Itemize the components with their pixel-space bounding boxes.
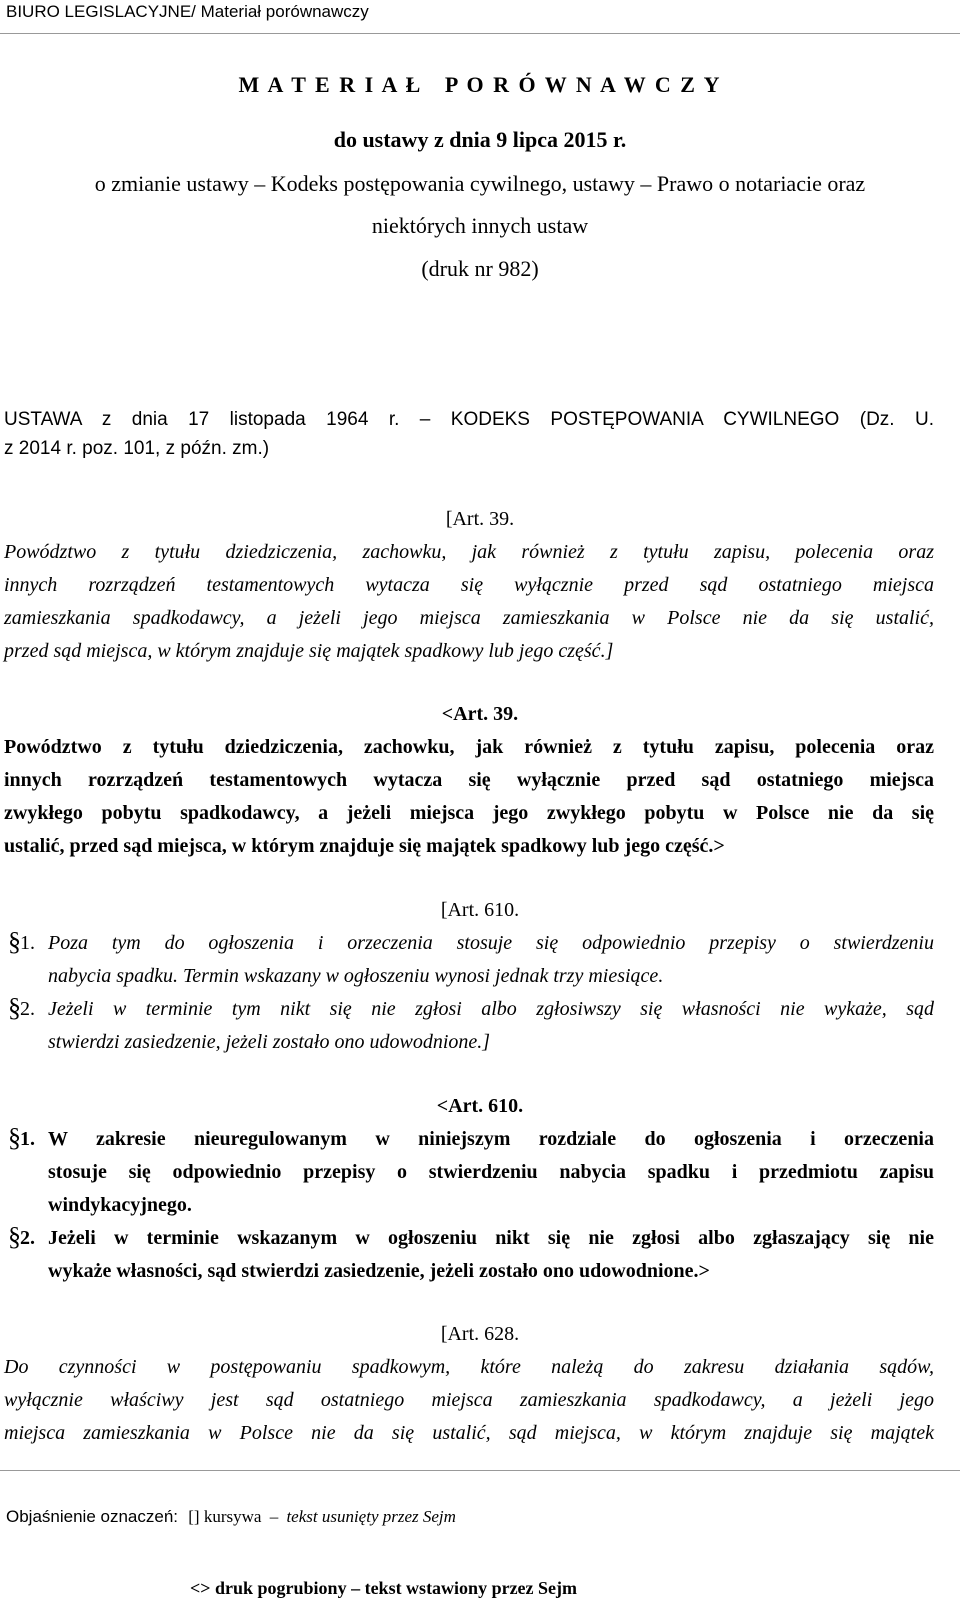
art39-old-line-1: Powództwo z tytułu dziedziczenia, zachowku, jak również z tytułu zapisu, polecenia oraz (4, 541, 934, 563)
legend-brackets: [] kursywa (188, 1507, 262, 1526)
act-reference-line-1: USTAWA z dnia 17 listopada 1964 r. – KODEKS POSTĘPOWANIA CYWILNEGO (Dz. U. (4, 409, 934, 430)
header-divider (0, 33, 960, 34)
art39-old-line-3: zamieszkania spadkodawcy, a jeżeli jego miejsca zamieszkania w Polsce nie da się ustalić, (4, 607, 934, 629)
art39-new-line-3: zwykłego pobytu spadkodawcy, a jeżeli miejsca jego zwykłego pobytu w Polsce nie da się (4, 802, 934, 824)
art610-new-p1-line-1: W zakresie nieuregulowanym w niniejszym rozdziale do ogłoszenia i orzeczenia (48, 1128, 934, 1150)
art39-new-line-4: ustalić, przed sąd miejsca, w którym znajduje się majątek spadkowy lub jego część.> (4, 835, 725, 857)
legend-deleted-text: tekst usunięty przez Sejm (286, 1507, 456, 1526)
art39-new-line-1: Powództwo z tytułu dziedziczenia, zachowku, jak również z tytułu zapisu, polecenia oraz (4, 736, 934, 758)
act-reference-line-2: z 2014 r. poz. 101, z późn. zm.) (4, 438, 270, 459)
art628-old-line-2: wyłącznie właściwy jest sąd ostatniego miejsca zamieszkania spadkodawcy, a jeżeli jego (4, 1389, 934, 1411)
art610-new-p2-line-1: Jeżeli w terminie wskazanym w ogłoszeniu nikt się nie zgłosi albo zgłaszający się nie (48, 1227, 934, 1249)
title-line-4: (druk nr 982) (421, 256, 539, 281)
legend (6, 1506, 456, 1528)
document-title: M A T E R I A Ł P O R Ó W N A W C Z Y (238, 72, 722, 97)
section-sign-icon: § (8, 1123, 21, 1152)
art610-new-p1-number: 1. (20, 1128, 35, 1150)
title-line-1: do ustawy z dnia 9 lipca 2015 r. (333, 127, 627, 152)
section-sign-icon: § (8, 1222, 21, 1251)
art610-old-p2-line-1: Jeżeli w terminie tym nikt się nie zgłosi albo zgłosiwszy się własności nie wykaże, sąd (48, 998, 934, 1020)
art39-old-line-2: innych rozrządzeń testamentowych wytacza się wyłącznie przed sąd ostatniego miejsca (4, 574, 934, 596)
art39-new-heading: <Art. 39. (441, 703, 519, 725)
art610-new-p1-line-2: stosuje się odpowiednio przepisy o stwierdzeniu nabycia spadku i przedmiotu zapisu (48, 1161, 934, 1183)
art628-old-line-3: miejsca zamieszkania w Polsce nie da się ustalić, sąd miejsca, w którym znajduje się majątek (4, 1422, 934, 1444)
title-line-2: o zmianie ustawy – Kodeks postępowania cywilnego, ustawy – Prawo o notariacie oraz (94, 171, 866, 196)
art628-old-line-1: Do czynności w postępowaniu spadkowym, które należą do zakresu działania sądów, (4, 1356, 934, 1378)
art610-old-p1-number: 1. (20, 932, 35, 954)
art610-old-heading: [Art. 610. (440, 899, 520, 921)
art610-new-p1-line-3: windykacyjnego. (48, 1194, 192, 1216)
title-line-3: niektórych innych ustaw (371, 213, 589, 238)
art610-old-p2-number: 2. (20, 998, 35, 1020)
art610-old-p2-line-2: stwierdzi zasiedzenie, jeżeli zostało ono udowodnione.] (48, 1031, 491, 1053)
art610-new-p2-line-2: wykaże własności, sąd stwierdzi zasiedzenie, jeżeli zostało ono udowodnione.> (48, 1260, 710, 1282)
legend-dash: – (269, 1507, 279, 1526)
header-label: BIURO LEGISLACYJNE/ Materiał porównawczy (6, 2, 369, 21)
art39-new-line-2: innych rozrządzeń testamentowych wytacza się wyłącznie przed sąd ostatniego miejsca (4, 769, 934, 791)
section-sign-icon: § (8, 993, 21, 1022)
footer-divider (0, 1470, 960, 1471)
art39-old-line-4: przed sąd miejsca, w którym znajduje się majątek spadkowy lub jego część.] (4, 640, 614, 662)
section-sign-icon: § (8, 927, 21, 956)
legend-label: Objaśnienie oznaczeń: (6, 1507, 179, 1526)
legend-added-line: <> druk pogrubiony – tekst wstawiony przez Sejm (190, 1578, 578, 1598)
art610-old-p1-line-2: nabycia spadku. Termin wskazany w ogłoszeniu wynosi jednak trzy miesiące. (48, 965, 664, 987)
art628-old-heading: [Art. 628. (440, 1323, 520, 1345)
art610-old-p1-line-1: Poza tym do ogłoszenia i orzeczenia stosuje się odpowiednio przepisy o stwierdzeniu (48, 932, 934, 954)
art610-new-heading: <Art. 610. (436, 1095, 524, 1117)
art39-old-heading: [Art. 39. (445, 508, 515, 530)
art610-new-p2-number: 2. (20, 1227, 35, 1249)
